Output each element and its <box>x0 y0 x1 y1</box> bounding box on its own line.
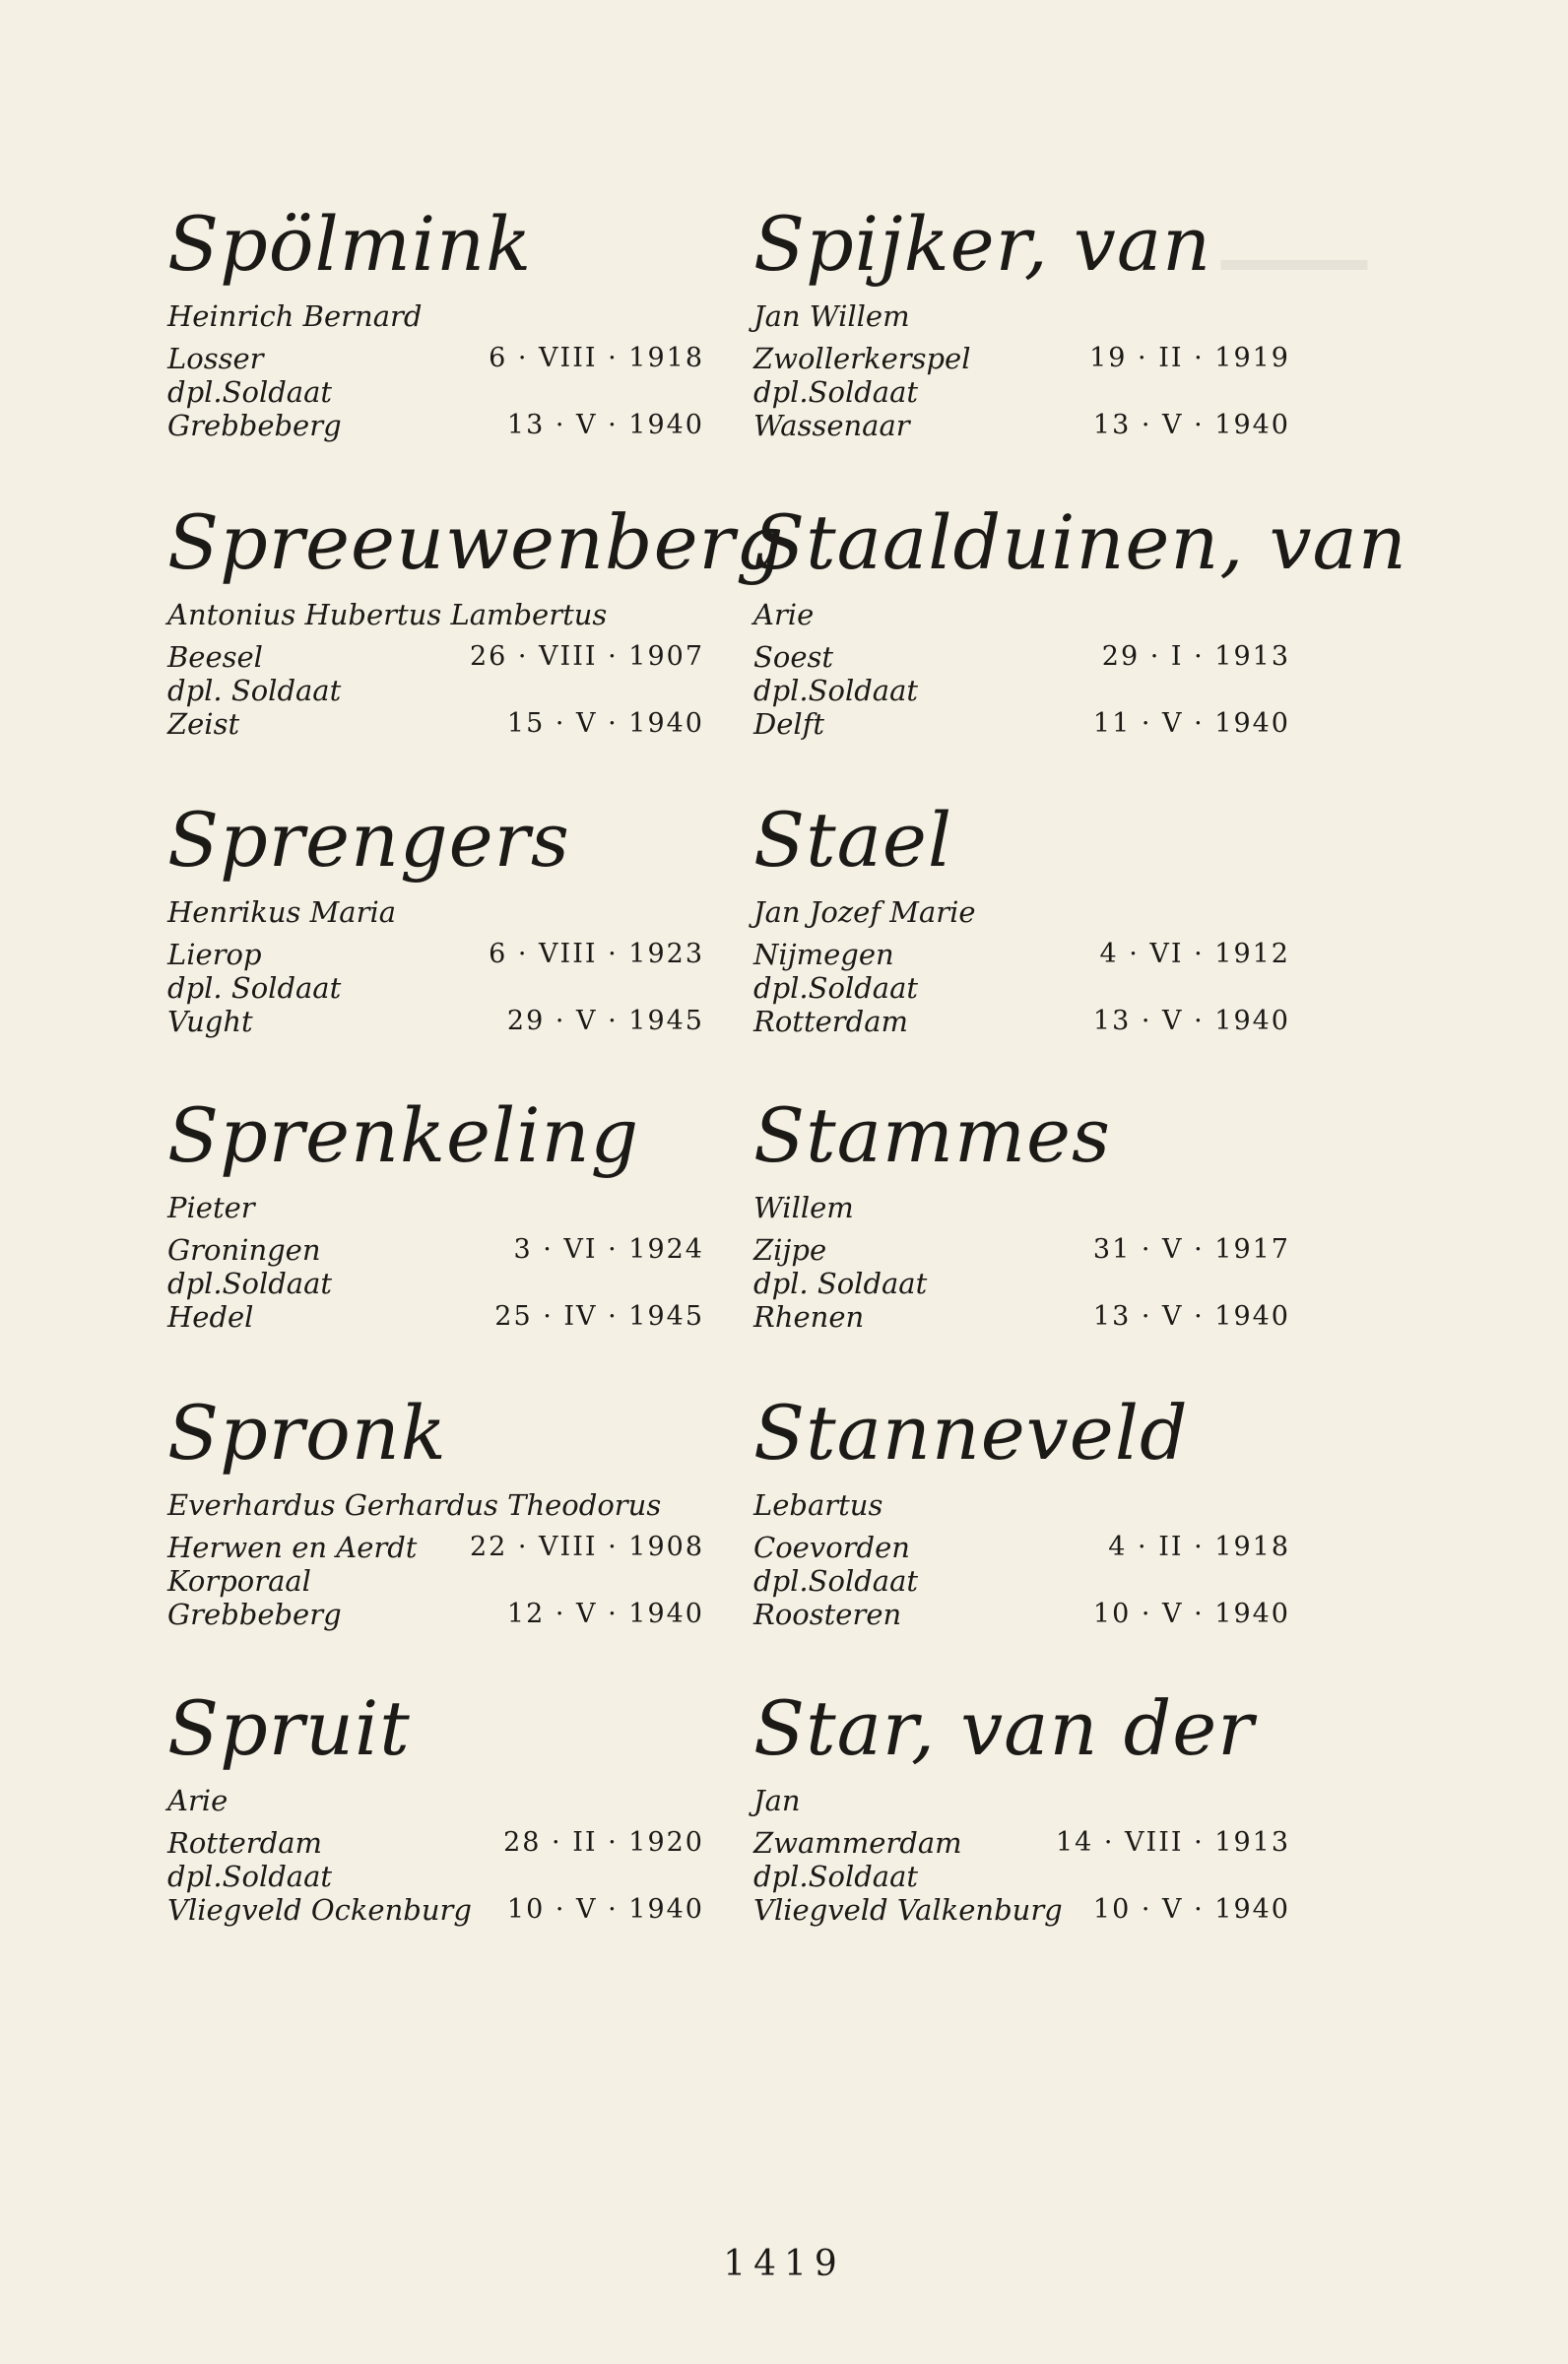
entry-death-date: 11 · V · 1940 <box>1092 708 1290 739</box>
entry-birth-line <box>753 936 1290 973</box>
entry-death-place: Grebbeberg <box>167 409 342 442</box>
entry-given-names: Everhardus Gerhardus Theodorus <box>167 1488 662 1522</box>
entry-birth-date: 29 · I · 1913 <box>1101 641 1290 672</box>
entry-staalduinen <box>753 498 1407 743</box>
entry-surname: Sprenkeling <box>167 1091 640 1179</box>
entry-death-place: Delft <box>753 707 825 741</box>
entry-spolmink <box>167 202 704 444</box>
entry-spijker <box>753 202 1290 444</box>
entry-death-line <box>167 705 704 743</box>
entry-given-names: Jan <box>753 1784 801 1817</box>
entry-given-names: Willem <box>753 1191 854 1224</box>
entry-death-date: 25 · IV · 1945 <box>494 1301 704 1332</box>
entry-surname: Star, van der <box>753 1684 1255 1772</box>
entry-surname: Stanneveld <box>753 1389 1189 1477</box>
entry-death-date: 29 · V · 1945 <box>506 1006 704 1036</box>
entry-surname: Spruit <box>167 1684 411 1772</box>
entry-death-date: 13 · V · 1940 <box>1092 1301 1290 1332</box>
show-through-ghost: ▁▁▁ <box>1221 197 1367 270</box>
entry-birth-place: Soest <box>753 640 834 674</box>
entry-death-date: 10 · V · 1940 <box>1092 1599 1290 1629</box>
entry-death-line <box>167 1891 704 1929</box>
entry-birth-date: 14 · VIII · 1913 <box>1055 1827 1290 1858</box>
entry-surname: Spölmink <box>167 200 533 288</box>
entry-surname: Stael <box>753 796 953 884</box>
entry-birth-place: Groningen <box>167 1233 321 1267</box>
entry-birth-date: 4 · II · 1918 <box>1108 1532 1290 1562</box>
entry-birth-line <box>753 340 1290 377</box>
entry-given-names: Arie <box>753 598 815 631</box>
entry-birth-place: Lierop <box>167 938 262 971</box>
entry-death-place: Wassenaar <box>753 409 910 442</box>
entry-rank: dpl.Soldaat <box>167 1267 333 1300</box>
entry-death-line <box>753 1298 1290 1336</box>
entry-surname: Staalduinen, van <box>753 498 1407 586</box>
entry-death-place: Hedel <box>167 1300 254 1334</box>
entry-birth-date: 28 · II · 1920 <box>503 1827 704 1858</box>
entry-death-date: 10 · V · 1940 <box>506 1894 704 1925</box>
entry-birth-date: 6 · VIII · 1918 <box>489 343 704 373</box>
entry-birth-date: 26 · VIII · 1907 <box>469 641 704 672</box>
entry-birth-line <box>753 1824 1290 1862</box>
entry-death-place: Grebbeberg <box>167 1598 342 1631</box>
entry-sprenkeling <box>167 1093 704 1336</box>
entry-death-place: Rhenen <box>753 1300 865 1334</box>
entry-birth-line <box>167 638 704 676</box>
entry-birth-place: Rotterdam <box>167 1826 322 1860</box>
entry-birth-date: 19 · II · 1919 <box>1089 343 1290 373</box>
entry-death-place: Roosteren <box>753 1598 902 1631</box>
entry-rank: dpl.Soldaat <box>753 375 919 409</box>
entry-birth-place: Losser <box>167 342 264 375</box>
entry-stammes <box>753 1093 1290 1336</box>
entry-birth-date: 22 · VIII · 1908 <box>469 1532 704 1562</box>
entry-death-line <box>167 407 704 444</box>
entry-death-line <box>753 1003 1290 1040</box>
entry-death-line <box>753 705 1290 743</box>
entry-death-place: Vught <box>167 1005 253 1038</box>
entry-death-line <box>753 1891 1290 1929</box>
entry-birth-line <box>753 638 1290 676</box>
entry-death-date: 12 · V · 1940 <box>506 1599 704 1629</box>
entry-rank: dpl.Soldaat <box>167 1860 333 1893</box>
entry-given-names: Arie <box>167 1784 229 1817</box>
entry-death-place: Vliegveld Valkenburg <box>753 1893 1063 1927</box>
entry-birth-line <box>167 1529 704 1566</box>
entry-death-line <box>753 1596 1290 1633</box>
entry-death-date: 15 · V · 1940 <box>506 708 704 739</box>
entry-birth-line <box>167 1824 704 1862</box>
entry-surname: Spronk <box>167 1389 447 1477</box>
entry-birth-line <box>167 1231 704 1269</box>
entry-spronk <box>167 1391 704 1633</box>
entry-birth-date: 4 · VI · 1912 <box>1099 939 1290 969</box>
entry-death-date: 13 · V · 1940 <box>1092 410 1290 440</box>
entry-death-line <box>753 407 1290 444</box>
entry-surname: Stammes <box>753 1091 1112 1179</box>
entry-rank: dpl.Soldaat <box>753 1564 919 1598</box>
entry-death-date: 13 · V · 1940 <box>506 410 704 440</box>
entry-birth-place: Beesel <box>167 640 263 674</box>
entry-birth-place: Zwammerdam <box>753 1826 962 1860</box>
entry-stael <box>753 798 1290 1040</box>
entry-rank: dpl.Soldaat <box>753 674 919 707</box>
entry-death-place: Vliegveld Ockenburg <box>167 1893 472 1927</box>
entry-spruit <box>167 1686 704 1929</box>
entry-rank: dpl. Soldaat <box>167 971 342 1005</box>
entry-birth-place: Herwen en Aerdt <box>167 1531 418 1564</box>
entry-birth-place: Nijmegen <box>753 938 894 971</box>
page-number: 1419 <box>723 2244 845 2284</box>
entry-rank: Korporaal <box>167 1564 311 1598</box>
entry-given-names: Pieter <box>167 1191 255 1224</box>
entry-birth-line <box>753 1231 1290 1269</box>
entry-given-names: Jan Jozef Marie <box>753 895 976 929</box>
entry-rank: dpl. Soldaat <box>167 674 342 707</box>
entry-birth-date: 6 · VIII · 1923 <box>489 939 704 969</box>
entry-birth-place: Zwollerkerspel <box>753 342 971 375</box>
entry-birth-line <box>753 1529 1290 1566</box>
entry-birth-line <box>167 936 704 973</box>
entry-sprengers <box>167 798 704 1040</box>
entry-birth-place: Coevorden <box>753 1531 910 1564</box>
entry-rank: dpl.Soldaat <box>753 971 919 1005</box>
entry-given-names: Heinrich Bernard <box>167 299 423 333</box>
entry-surname: Spreeuwenberg <box>167 498 785 586</box>
entry-surname: Spijker, van <box>753 200 1212 288</box>
entry-rank: dpl.Soldaat <box>753 1860 919 1893</box>
entry-given-names: Antonius Hubertus Lambertus <box>167 598 608 631</box>
entry-birth-line <box>167 340 704 377</box>
entry-death-place: Rotterdam <box>753 1005 908 1038</box>
entry-death-line <box>167 1298 704 1336</box>
entry-birth-date: 31 · V · 1917 <box>1092 1234 1290 1265</box>
entry-rank: dpl. Soldaat <box>753 1267 928 1300</box>
entry-stanneveld <box>753 1391 1290 1633</box>
entry-given-names: Henrikus Maria <box>167 895 397 929</box>
entry-birth-place: Zijpe <box>753 1233 827 1267</box>
entry-birth-date: 3 · VI · 1924 <box>513 1234 704 1265</box>
entry-death-place: Zeist <box>167 707 240 741</box>
entry-given-names: Jan Willem <box>753 299 910 333</box>
entry-death-line <box>167 1596 704 1633</box>
entry-death-date: 10 · V · 1940 <box>1092 1894 1290 1925</box>
entry-death-date: 13 · V · 1940 <box>1092 1006 1290 1036</box>
entry-surname: Sprengers <box>167 796 570 884</box>
entry-death-line <box>167 1003 704 1040</box>
entry-given-names: Lebartus <box>753 1488 883 1522</box>
entry-star <box>753 1686 1290 1929</box>
entry-rank: dpl.Soldaat <box>167 375 333 409</box>
